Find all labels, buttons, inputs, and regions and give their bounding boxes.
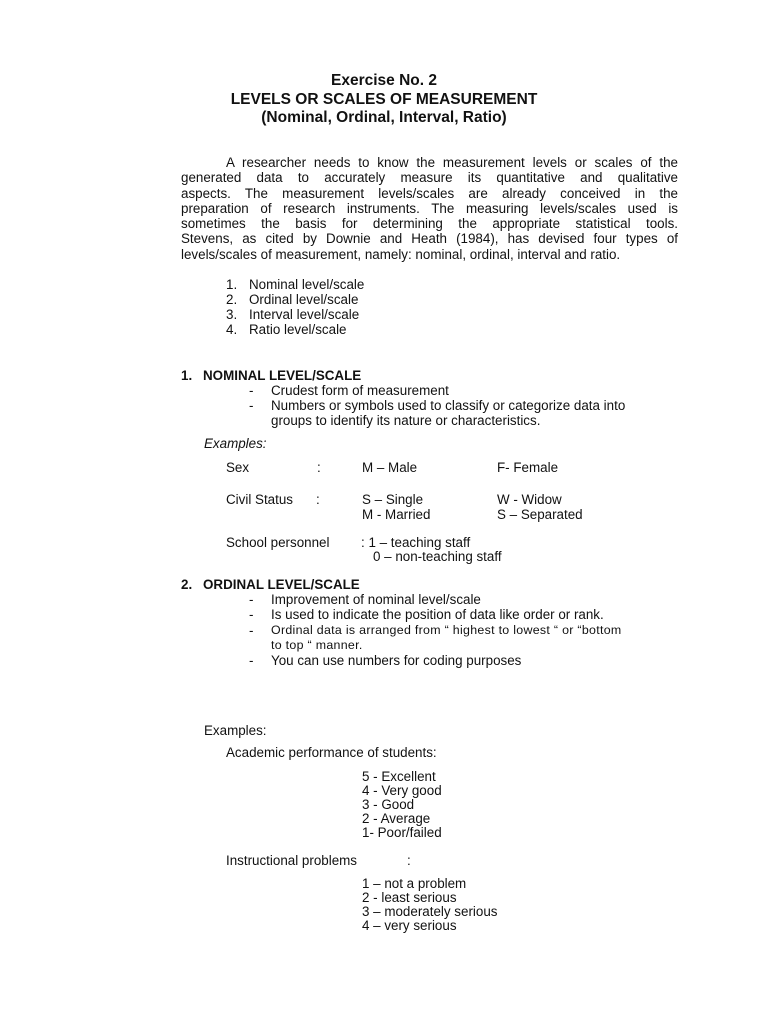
intro-line: generated data to accurately measure its quantitative and qualitative bbox=[181, 170, 678, 186]
ranking-item: 3 - Good bbox=[362, 797, 415, 812]
bullet-text: Improvement of nominal level/scale bbox=[271, 592, 481, 607]
ranking-item: 5 - Excellent bbox=[362, 769, 436, 784]
list-item: Ratio level/scale bbox=[249, 322, 347, 337]
ranking-item: 2 - least serious bbox=[362, 890, 457, 905]
example-label-civil-status: Civil Status bbox=[226, 492, 293, 507]
section-heading-nominal: NOMINAL LEVEL/SCALE bbox=[203, 368, 362, 383]
list-item: Interval level/scale bbox=[249, 307, 360, 322]
ranking-item: 4 – very serious bbox=[362, 918, 457, 933]
example-value: M - Married bbox=[362, 507, 431, 522]
intro-line: Stevens, as cited by Downie and Heath (1984), has devised four types of bbox=[181, 231, 678, 247]
example-colon: : bbox=[317, 460, 321, 475]
page-subtitle: (Nominal, Ordinal, Interval, Ratio) bbox=[261, 109, 507, 126]
intro-line: levels/scales of measurement, namely: nominal, ordinal, interval and ratio. bbox=[181, 246, 621, 262]
bullet-text: to top “ manner. bbox=[271, 638, 363, 652]
intro-line: aspects. The measurement levels/scales are already conceived in the bbox=[181, 185, 678, 201]
examples-label: Examples: bbox=[204, 723, 267, 738]
example-colon: : bbox=[316, 492, 320, 507]
example-label-school-personnel: School personnel bbox=[226, 535, 330, 550]
list-item-number: 2. bbox=[226, 292, 238, 307]
example-value: S – Single bbox=[362, 492, 424, 507]
intro-paragraph bbox=[181, 155, 678, 262]
dash-bullet: - bbox=[249, 623, 254, 638]
section-heading-ordinal: ORDINAL LEVEL/SCALE bbox=[203, 577, 360, 592]
example-value: : 1 – teaching staff bbox=[361, 535, 471, 550]
list-item: Nominal level/scale bbox=[249, 277, 365, 292]
section-number: 2. bbox=[181, 577, 193, 592]
list-item-number: 1. bbox=[226, 277, 238, 292]
dash-bullet: - bbox=[249, 607, 254, 622]
bullet-text: You can use numbers for coding purposes bbox=[271, 653, 522, 668]
ranking-item: 2 - Average bbox=[362, 811, 431, 826]
list-item-number: 3. bbox=[226, 307, 238, 322]
example-value: S – Separated bbox=[497, 507, 583, 522]
example-value: 0 – non-teaching staff bbox=[373, 549, 502, 564]
example-label-sex: Sex bbox=[226, 460, 250, 475]
exercise-number: Exercise No. 2 bbox=[331, 72, 437, 89]
example-heading-instructional: Instructional problems bbox=[226, 853, 357, 868]
page-title: LEVELS OR SCALES OF MEASUREMENT bbox=[230, 91, 538, 108]
example-value: M – Male bbox=[362, 460, 418, 475]
example-colon: : bbox=[407, 853, 411, 868]
ranking-item: 4 - Very good bbox=[362, 783, 442, 798]
ranking-item: 1 – not a problem bbox=[362, 876, 467, 891]
intro-line: A researcher needs to know the measurement levels or scales of the bbox=[226, 155, 678, 170]
list-item: Ordinal level/scale bbox=[249, 292, 359, 307]
bullet-text: Ordinal data is arranged from “ highest to lowest “ or “bottom bbox=[271, 623, 622, 637]
bullet-text: Crudest form of measurement bbox=[271, 383, 449, 398]
ranking-item: 3 – moderately serious bbox=[362, 904, 498, 919]
list-item-number: 4. bbox=[226, 322, 238, 337]
example-value: W - Widow bbox=[497, 492, 562, 507]
bullet-text: Numbers or symbols used to classify or categorize data into bbox=[271, 398, 626, 413]
section-number: 1. bbox=[181, 368, 193, 383]
ranking-item: 1- Poor/failed bbox=[362, 825, 442, 840]
dash-bullet: - bbox=[249, 383, 254, 398]
intro-line: preparation of research instruments. The measuring levels/scales used is bbox=[181, 200, 678, 216]
example-value: F- Female bbox=[497, 460, 559, 475]
bullet-text: groups to identify its nature or characteristics. bbox=[271, 413, 541, 428]
dash-bullet: - bbox=[249, 653, 254, 668]
dash-bullet: - bbox=[249, 592, 254, 607]
bullet-text: Is used to indicate the position of data like order or rank. bbox=[271, 607, 604, 622]
examples-label: Examples: bbox=[204, 436, 267, 451]
dash-bullet: - bbox=[249, 398, 254, 413]
intro-line: sometimes the basis for determining the appropriate statistical tools. bbox=[181, 216, 678, 232]
example-heading-academic: Academic performance of students: bbox=[226, 745, 437, 760]
